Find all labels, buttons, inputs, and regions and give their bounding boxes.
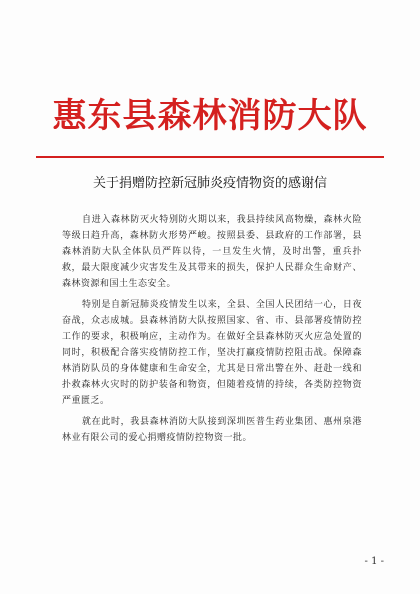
letter-body — [62, 212, 362, 451]
header-title: 惠东县森林消防大队 — [52, 96, 368, 136]
paragraph-1: 自进入森林防灭火特别防火期以来，我县持续风高物燥，森林火险等级日趋升高，森林防火形势严峻。按照县委、县政府的工作部署，县森林消防大队全体队员严阵以待，一旦发生火情，及时出警，重兵扑救，最大限度减少灾害发生及其带来的损失，保护人民群众生命财产、森林资源和国土生态安全。 — [62, 215, 362, 289]
paragraph-3: 就在此时，我县森林消防大队接到深圳医普生药业集团、惠州泉港林业有限公司的爱心捐赠疫情防控物资一批。 — [62, 417, 362, 443]
page-number: - 1 - — [364, 556, 384, 567]
header-red-rule — [36, 156, 384, 158]
document-title: 关于捐赠防控新冠肺炎疫情物资的感谢信 — [92, 176, 327, 191]
paragraph-2: 特别是自新冠肺炎疫情发生以来，全县、全国人民团结一心，日夜奋战，众志成城。县森林消防大队按照国家、省、市、县部署疫情防控工作的要求，积极响应，主动作为。在做好全县森林防灭火应急处置的同时，积极配合落实疫情防控工作，坚决打赢疫情防控阻击战。保障森林消防队员的身体健康和生命安全，尤其是日常出警在外、赶赴一线和扑救森林火灾时的防护装备和物资，但随着疫情的持续，各类防控物资严重匮乏。 — [62, 300, 362, 406]
